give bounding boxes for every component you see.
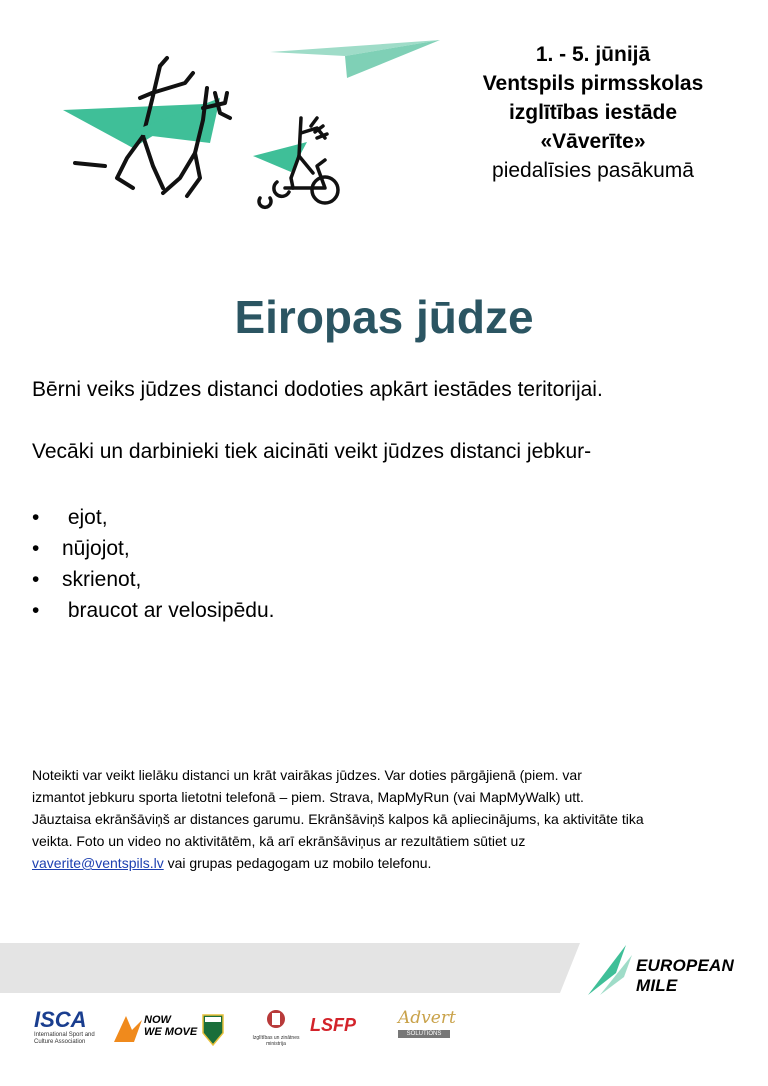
list-item: • nūjojot, bbox=[32, 533, 274, 564]
school-name-line3: «Vāverīte» bbox=[540, 130, 646, 153]
bullet-icon: • bbox=[32, 506, 40, 529]
email-link[interactable]: vaverite@ventspils.lv bbox=[32, 855, 164, 871]
bullet-icon: • bbox=[32, 599, 40, 622]
now-we-move-logo: NOW WE MOVE bbox=[114, 1008, 194, 1052]
lsfp-logo: LSFP bbox=[310, 1015, 357, 1035]
bullet-icon: • bbox=[32, 537, 40, 560]
bullet-icon: • bbox=[32, 568, 40, 591]
list-item: • braucot ar velosipēdu. bbox=[32, 595, 274, 626]
advert-logo: Advert SOLUTIONS bbox=[398, 1008, 456, 1037]
partner-logos bbox=[34, 1008, 734, 1052]
european-mile-label: EUROPEAN MILE bbox=[636, 956, 734, 995]
figure-2 bbox=[163, 88, 230, 196]
event-date: 1. - 5. jūnijā bbox=[535, 43, 651, 66]
footer-grey-band bbox=[0, 943, 580, 993]
runners-illustration bbox=[55, 38, 455, 213]
sport-club-shield-icon bbox=[202, 1008, 224, 1052]
activity-list bbox=[32, 502, 274, 626]
parents-paragraph: Vecāki un darbinieki tiek aicināti veikt jūdzes distanci jebkur- bbox=[32, 440, 592, 463]
page-title: Eiropas jūdze bbox=[234, 291, 534, 343]
school-name-line2: izglītības iestāde bbox=[508, 101, 678, 124]
participation-line: piedalīsies pasākumā bbox=[492, 159, 694, 182]
ministry-logo: Izglītības un zinātnes ministrija bbox=[246, 1008, 306, 1052]
children-paragraph: Bērni veiks jūdzes distanci dodoties apkārt iestādes teritorijai. bbox=[32, 378, 603, 401]
instructions-note: Noteikti var veikt lielāku distanci un krāt vairākas jūdzes. Var doties pārgājienā (piem. var izmantot jebkuru sporta lietotni telefonā – piem. Strava, MapMyRun (vai MapMyWalk) utt. Jāuztaisa ekrānšāviņš ar distances garumu. Ekrānšāviņš kalpos kā apliecinājums, ka aktivitāte tika veikta. Foto un video no aktivitātēm, kā arī ekrānšāviņus ar rezultātiem sūtiet uz vaverite@ventspils.lv vai grupas pedagogam uz mobilo telefonu. bbox=[32, 767, 644, 871]
list-item: • ejot, bbox=[32, 502, 274, 533]
school-name-line1: Ventspils pirmsskolas bbox=[482, 72, 704, 95]
now-we-move-icon bbox=[114, 1014, 142, 1044]
event-header bbox=[458, 40, 728, 185]
list-item: • skrienot, bbox=[32, 564, 274, 595]
coat-of-arms-icon bbox=[264, 1008, 288, 1030]
isca-logo: ISCA International Sport and Culture Association bbox=[34, 1007, 95, 1045]
